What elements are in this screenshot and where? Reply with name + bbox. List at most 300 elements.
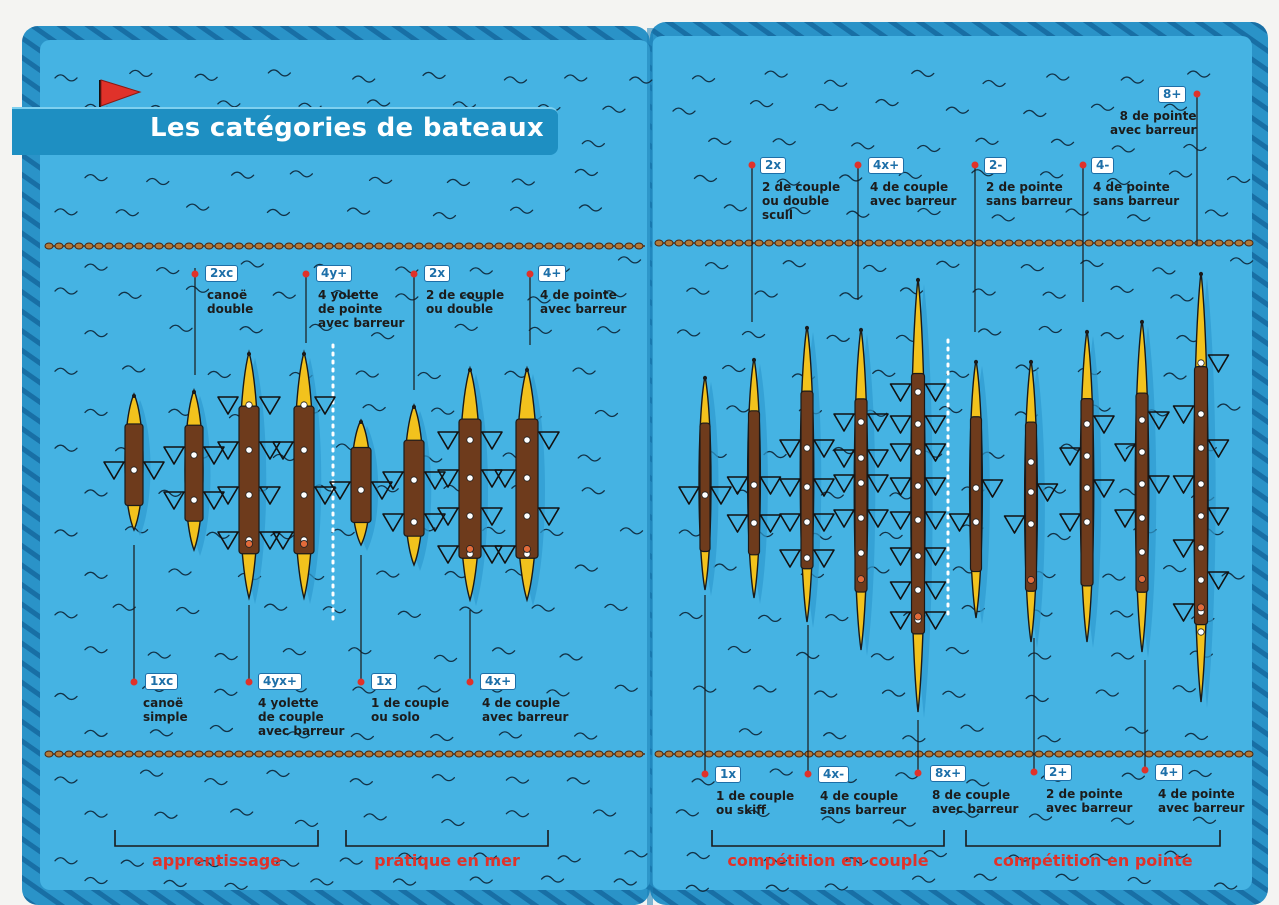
boat-description-line: 4 de pointe: [540, 288, 617, 302]
lane-rope-float-icon: [455, 243, 463, 249]
rower-seat-icon: [1139, 417, 1145, 423]
lane-rope-float-icon: [535, 751, 543, 757]
lane-rope-float-icon: [1065, 751, 1073, 757]
leader-dot-icon: [467, 679, 474, 686]
lane-rope-float-icon: [935, 240, 943, 246]
lane-rope-float-icon: [855, 240, 863, 246]
lane-rope-float-icon: [415, 243, 423, 249]
lane-rope-float-icon: [215, 243, 223, 249]
boat-description-line: ou double: [426, 302, 494, 316]
lane-rope-float-icon: [1205, 751, 1213, 757]
boat-description-line: ou double: [762, 194, 830, 208]
lane-rope-float-icon: [325, 243, 333, 249]
boat-code-badge: 1x: [715, 766, 741, 783]
lane-rope-float-icon: [665, 751, 673, 757]
lane-rope-float-icon: [765, 751, 773, 757]
leader-dot-icon: [805, 771, 812, 778]
lane-rope-float-icon: [435, 243, 443, 249]
lane-rope-float-icon: [495, 751, 503, 757]
boat-code-badge: 1x: [371, 673, 397, 690]
lane-rope-float-icon: [1115, 751, 1123, 757]
lane-rope-float-icon: [465, 243, 473, 249]
rower-seat-icon: [467, 513, 473, 519]
lane-rope-float-icon: [1055, 240, 1063, 246]
lane-rope-float-icon: [1135, 751, 1143, 757]
lane-rope-float-icon: [485, 751, 493, 757]
lane-rope-float-icon: [1225, 240, 1233, 246]
lane-rope-float-icon: [765, 240, 773, 246]
lane-rope-float-icon: [925, 240, 933, 246]
lane-rope-float-icon: [1235, 240, 1243, 246]
rower-seat-icon: [467, 475, 473, 481]
lane-rope-float-icon: [65, 751, 73, 757]
lane-rope-float-icon: [675, 751, 683, 757]
lane-rope-float-icon: [735, 751, 743, 757]
boat-code-badge: 4yx+: [258, 673, 302, 690]
rower-seat-icon: [915, 421, 921, 427]
boat-description-line: 4 de couple: [870, 180, 949, 194]
boat-description-line: de pointe: [318, 302, 383, 316]
rower-seat-icon: [915, 587, 921, 593]
bow-ball-icon: [1199, 272, 1203, 276]
rower-seat-icon: [358, 487, 364, 493]
lane-rope-float-icon: [635, 243, 643, 249]
lane-rope-float-icon: [955, 240, 963, 246]
page-title: Les catégories de bateaux: [150, 113, 544, 143]
boat-deck: [1026, 422, 1037, 591]
lane-rope-float-icon: [195, 751, 203, 757]
lane-rope-float-icon: [1165, 751, 1173, 757]
lane-rope-float-icon: [205, 243, 213, 249]
lane-rope-float-icon: [695, 751, 703, 757]
rower-seat-icon: [1139, 549, 1145, 555]
coxswain-seat-icon: [246, 540, 253, 547]
lane-rope-float-icon: [785, 240, 793, 246]
rower-seat-icon: [246, 492, 252, 498]
lane-rope-float-icon: [1075, 751, 1083, 757]
boat-description-line: avec barreur: [318, 316, 405, 330]
lane-rope-float-icon: [1065, 240, 1073, 246]
boat-description-line: ou skiff: [716, 803, 766, 817]
rower-seat-icon: [804, 555, 810, 561]
lane-rope-float-icon: [115, 751, 123, 757]
lane-rope-float-icon: [685, 240, 693, 246]
lane-rope-float-icon: [755, 240, 763, 246]
boat-description: [207, 288, 253, 316]
rower-seat-icon: [301, 447, 307, 453]
lane-rope-float-icon: [625, 751, 633, 757]
lane-rope-float-icon: [1005, 240, 1013, 246]
boat-code-badge: 4x-: [818, 766, 849, 783]
lane-rope-float-icon: [705, 751, 713, 757]
lane-rope-float-icon: [1085, 751, 1093, 757]
lane-rope-float-icon: [395, 243, 403, 249]
rower-seat-icon: [1139, 515, 1145, 521]
lane-rope-float-icon: [325, 751, 333, 757]
boat-description-line: 4 yolette: [258, 696, 319, 710]
boat-description-line: avec barreur: [258, 724, 345, 738]
rower-seat-icon: [1198, 513, 1204, 519]
lane-rope-float-icon: [725, 751, 733, 757]
lane-rope-float-icon: [1035, 240, 1043, 246]
lane-rope-float-icon: [1175, 751, 1183, 757]
rower-seat-icon: [973, 519, 979, 525]
lane-rope-float-icon: [555, 243, 563, 249]
boat-description-line: 1 de couple: [371, 696, 450, 710]
category-label: apprentissage: [151, 851, 282, 870]
lane-rope-float-icon: [45, 243, 53, 249]
lane-rope-float-icon: [345, 751, 353, 757]
leader-dot-icon: [1031, 769, 1038, 776]
rower-seat-icon: [1084, 519, 1090, 525]
lane-rope-float-icon: [605, 243, 613, 249]
lane-rope-float-icon: [1185, 240, 1193, 246]
lane-rope-float-icon: [805, 751, 813, 757]
boat-deck: [855, 399, 867, 592]
lane-rope-float-icon: [555, 751, 563, 757]
lane-rope-float-icon: [475, 243, 483, 249]
lane-rope-float-icon: [1145, 240, 1153, 246]
boat-description-line: sans barreur: [820, 803, 907, 817]
rower-seat-icon: [858, 419, 864, 425]
bow-ball-icon: [359, 420, 363, 424]
lane-rope-float-icon: [975, 751, 983, 757]
lane-rope-float-icon: [65, 243, 73, 249]
coxswain-seat-icon: [467, 545, 474, 552]
lane-rope-float-icon: [1195, 751, 1203, 757]
lane-rope-float-icon: [985, 751, 993, 757]
boat-description-line: avec barreur: [1158, 801, 1245, 815]
lane-rope-float-icon: [1245, 751, 1253, 757]
lane-rope-float-icon: [795, 240, 803, 246]
rower-seat-icon: [411, 519, 417, 525]
lane-rope-float-icon: [1035, 751, 1043, 757]
lane-rope-float-icon: [265, 243, 273, 249]
lane-rope-float-icon: [205, 751, 213, 757]
boat-description-line: 8 de couple: [932, 788, 1011, 802]
boat-description: [318, 288, 404, 330]
lane-rope-float-icon: [995, 240, 1003, 246]
boat-description: [1093, 180, 1179, 208]
lane-rope-float-icon: [275, 243, 283, 249]
rower-seat-icon: [751, 520, 757, 526]
lane-rope-float-icon: [345, 243, 353, 249]
boat-description-line: avec barreur: [932, 802, 1019, 816]
lane-rope-float-icon: [535, 243, 543, 249]
boat-code-badge: 8x+: [930, 765, 966, 782]
lane-rope-float-icon: [1165, 240, 1173, 246]
leader-dot-icon: [131, 679, 138, 686]
lane-rope-float-icon: [1025, 240, 1033, 246]
rower-seat-icon: [1028, 459, 1034, 465]
rower-seat-icon: [973, 485, 979, 491]
boat-description-line: 1 de couple: [716, 789, 795, 803]
lane-rope-float-icon: [295, 243, 303, 249]
lane-rope-float-icon: [135, 243, 143, 249]
boat-description-line: sans barreur: [1093, 194, 1180, 208]
lane-rope-float-icon: [185, 751, 193, 757]
boat-description-line: 2 de couple: [426, 288, 505, 302]
lane-rope-float-icon: [835, 751, 843, 757]
lane-rope-float-icon: [565, 751, 573, 757]
lane-rope-float-icon: [685, 751, 693, 757]
lane-rope-float-icon: [315, 751, 323, 757]
lane-rope-float-icon: [105, 751, 113, 757]
lane-rope-float-icon: [125, 243, 133, 249]
lane-rope-float-icon: [1015, 240, 1023, 246]
leader-dot-icon: [749, 162, 756, 169]
lane-rope-float-icon: [1155, 240, 1163, 246]
lane-rope-float-icon: [875, 751, 883, 757]
rower-seat-icon: [1084, 485, 1090, 491]
rower-seat-icon: [131, 467, 137, 473]
boat-description: [1110, 109, 1196, 137]
boat-description-line: ou solo: [371, 710, 420, 724]
lane-rope-float-icon: [545, 243, 553, 249]
rower-seat-icon: [804, 484, 810, 490]
lane-rope-float-icon: [195, 243, 203, 249]
lane-rope-float-icon: [905, 751, 913, 757]
boat-deck: [912, 373, 925, 633]
rower-seat-icon: [702, 492, 708, 498]
boat-description: [371, 696, 449, 724]
lane-rope-float-icon: [925, 751, 933, 757]
lane-rope-float-icon: [585, 751, 593, 757]
lane-rope-float-icon: [315, 243, 323, 249]
rower-seat-icon: [1139, 449, 1145, 455]
lane-rope-float-icon: [945, 751, 953, 757]
bow-ball-icon: [247, 352, 251, 356]
boat-code-badge: 4-: [1091, 157, 1114, 174]
lane-rope-float-icon: [75, 751, 83, 757]
boat-description: [932, 788, 1018, 816]
lane-rope-float-icon: [85, 243, 93, 249]
lane-rope-float-icon: [815, 240, 823, 246]
lane-rope-float-icon: [1135, 240, 1143, 246]
rower-seat-icon: [411, 477, 417, 483]
boat-code-badge: 4+: [1155, 764, 1183, 781]
leader-dot-icon: [1142, 767, 1149, 774]
lane-rope-float-icon: [375, 243, 383, 249]
lane-rope-float-icon: [285, 751, 293, 757]
lane-rope-float-icon: [85, 751, 93, 757]
rower-seat-icon: [858, 455, 864, 461]
lane-rope-float-icon: [825, 240, 833, 246]
lane-rope-float-icon: [1125, 240, 1133, 246]
boat-deck: [351, 448, 371, 523]
boat-description-line: 2 de couple: [762, 180, 841, 194]
lane-rope-float-icon: [165, 243, 173, 249]
bow-ball-icon: [974, 360, 978, 364]
boat-code-badge: 4x+: [480, 673, 516, 690]
boat-description-line: double: [207, 302, 254, 316]
lane-rope-float-icon: [165, 751, 173, 757]
lane-rope-float-icon: [725, 240, 733, 246]
leader-dot-icon: [972, 162, 979, 169]
lane-rope-float-icon: [865, 240, 873, 246]
lane-rope-float-icon: [405, 243, 413, 249]
lane-rope-float-icon: [775, 751, 783, 757]
boat-description-line: avec barreur: [870, 194, 957, 208]
boat-code-badge: 8+: [1158, 86, 1186, 103]
boat-deck: [125, 424, 143, 506]
lane-rope-float-icon: [695, 240, 703, 246]
lane-rope-float-icon: [515, 751, 523, 757]
boat-description-line: avec barreur: [1046, 801, 1133, 815]
coxswain-seat-icon: [524, 545, 531, 552]
lane-rope-float-icon: [1085, 240, 1093, 246]
lane-rope-float-icon: [1055, 751, 1063, 757]
leader-dot-icon: [1080, 162, 1087, 169]
boat-deck: [239, 406, 259, 554]
lane-rope-float-icon: [1105, 240, 1113, 246]
leader-dot-icon: [246, 679, 253, 686]
leader-dot-icon: [192, 271, 199, 278]
category-label: compétition en pointe: [993, 851, 1193, 870]
lane-rope-float-icon: [965, 751, 973, 757]
lane-rope-float-icon: [795, 751, 803, 757]
rower-seat-icon: [191, 452, 197, 458]
rower-seat-icon: [858, 515, 864, 521]
lane-rope-float-icon: [335, 243, 343, 249]
lane-rope-float-icon: [505, 243, 513, 249]
right-water: [652, 36, 1252, 890]
lane-rope-float-icon: [1025, 751, 1033, 757]
boat-deck: [971, 417, 982, 572]
lane-rope-float-icon: [865, 751, 873, 757]
rower-seat-icon: [1198, 629, 1204, 635]
boat-deck: [185, 425, 203, 521]
lane-rope-float-icon: [435, 751, 443, 757]
boat-code-badge: 4x+: [868, 157, 904, 174]
rower-seat-icon: [467, 437, 473, 443]
lane-rope-float-icon: [615, 243, 623, 249]
bow-ball-icon: [1140, 320, 1144, 324]
boat-description: [426, 288, 504, 316]
boat-deck: [294, 406, 314, 554]
lane-rope-float-icon: [95, 751, 103, 757]
lane-rope-float-icon: [595, 243, 603, 249]
boat-code-badge: 2x: [424, 265, 450, 282]
rower-seat-icon: [1139, 481, 1145, 487]
lane-rope-float-icon: [445, 243, 453, 249]
lane-rope-float-icon: [245, 243, 253, 249]
leader-dot-icon: [855, 162, 862, 169]
lane-rope-float-icon: [295, 751, 303, 757]
lane-rope-float-icon: [575, 751, 583, 757]
lane-rope-float-icon: [655, 240, 663, 246]
lane-rope-float-icon: [505, 751, 513, 757]
lane-rope-float-icon: [255, 243, 263, 249]
lane-rope-float-icon: [755, 751, 763, 757]
lane-rope-float-icon: [365, 751, 373, 757]
lane-rope-float-icon: [385, 751, 393, 757]
lane-rope-float-icon: [875, 240, 883, 246]
boat-deck: [1195, 367, 1208, 625]
lane-rope-float-icon: [965, 240, 973, 246]
lane-rope-float-icon: [545, 751, 553, 757]
boat-description-line: canoë: [143, 696, 184, 710]
coxswain-seat-icon: [1139, 575, 1146, 582]
lane-rope-float-icon: [275, 751, 283, 757]
lane-rope-float-icon: [1185, 751, 1193, 757]
rower-seat-icon: [301, 402, 307, 408]
lane-rope-float-icon: [335, 751, 343, 757]
lane-rope-float-icon: [215, 751, 223, 757]
rower-seat-icon: [915, 449, 921, 455]
lane-rope-float-icon: [95, 243, 103, 249]
lane-rope-float-icon: [245, 751, 253, 757]
lane-rope-float-icon: [225, 243, 233, 249]
lane-rope-float-icon: [1245, 240, 1253, 246]
rower-seat-icon: [804, 519, 810, 525]
rower-seat-icon: [246, 447, 252, 453]
lane-rope-float-icon: [775, 240, 783, 246]
lane-rope-float-icon: [605, 751, 613, 757]
lane-rope-float-icon: [905, 240, 913, 246]
rower-seat-icon: [751, 482, 757, 488]
lane-rope-float-icon: [485, 243, 493, 249]
lane-rope-float-icon: [915, 240, 923, 246]
boat-description-line: avec barreur: [482, 710, 569, 724]
bow-ball-icon: [192, 390, 196, 394]
boat-description: [1046, 787, 1132, 815]
boat-description-line: 2 de pointe: [1046, 787, 1123, 801]
lane-rope-float-icon: [395, 751, 403, 757]
boat-description-line: 4 de couple: [482, 696, 561, 710]
rower-seat-icon: [524, 437, 530, 443]
leader-dot-icon: [303, 271, 310, 278]
bow-ball-icon: [752, 358, 756, 362]
lane-rope-float-icon: [125, 751, 133, 757]
lane-rope-float-icon: [1045, 751, 1053, 757]
lane-rope-float-icon: [985, 240, 993, 246]
rower-seat-icon: [246, 402, 252, 408]
boat-description: [143, 696, 188, 724]
boat-description-line: 4 de couple: [820, 789, 899, 803]
lane-rope-float-icon: [845, 751, 853, 757]
lane-rope-float-icon: [1215, 751, 1223, 757]
bow-ball-icon: [525, 368, 529, 372]
lane-rope-float-icon: [895, 751, 903, 757]
lane-rope-float-icon: [635, 751, 643, 757]
boat-code-badge: 4y+: [316, 265, 352, 282]
lane-rope-float-icon: [155, 751, 163, 757]
boat-code-badge: 2xc: [205, 265, 238, 282]
lane-rope-float-icon: [365, 243, 373, 249]
rower-seat-icon: [858, 550, 864, 556]
coxswain-seat-icon: [1028, 576, 1035, 583]
lane-rope-float-icon: [1005, 751, 1013, 757]
lane-rope-float-icon: [565, 243, 573, 249]
rower-seat-icon: [524, 513, 530, 519]
bow-ball-icon: [468, 368, 472, 372]
lane-rope-float-icon: [675, 240, 683, 246]
lane-rope-float-icon: [525, 243, 533, 249]
lane-rope-float-icon: [265, 751, 273, 757]
lane-rope-float-icon: [1215, 240, 1223, 246]
lane-rope-float-icon: [1015, 751, 1023, 757]
boat-description: [258, 696, 344, 738]
lane-rope-float-icon: [175, 751, 183, 757]
lane-rope-float-icon: [595, 751, 603, 757]
boat-description-line: 4 de pointe: [1158, 787, 1235, 801]
lane-rope-float-icon: [815, 751, 823, 757]
rower-seat-icon: [1198, 577, 1204, 583]
leader-dot-icon: [915, 770, 922, 777]
lane-rope-float-icon: [1175, 240, 1183, 246]
rower-seat-icon: [1084, 453, 1090, 459]
